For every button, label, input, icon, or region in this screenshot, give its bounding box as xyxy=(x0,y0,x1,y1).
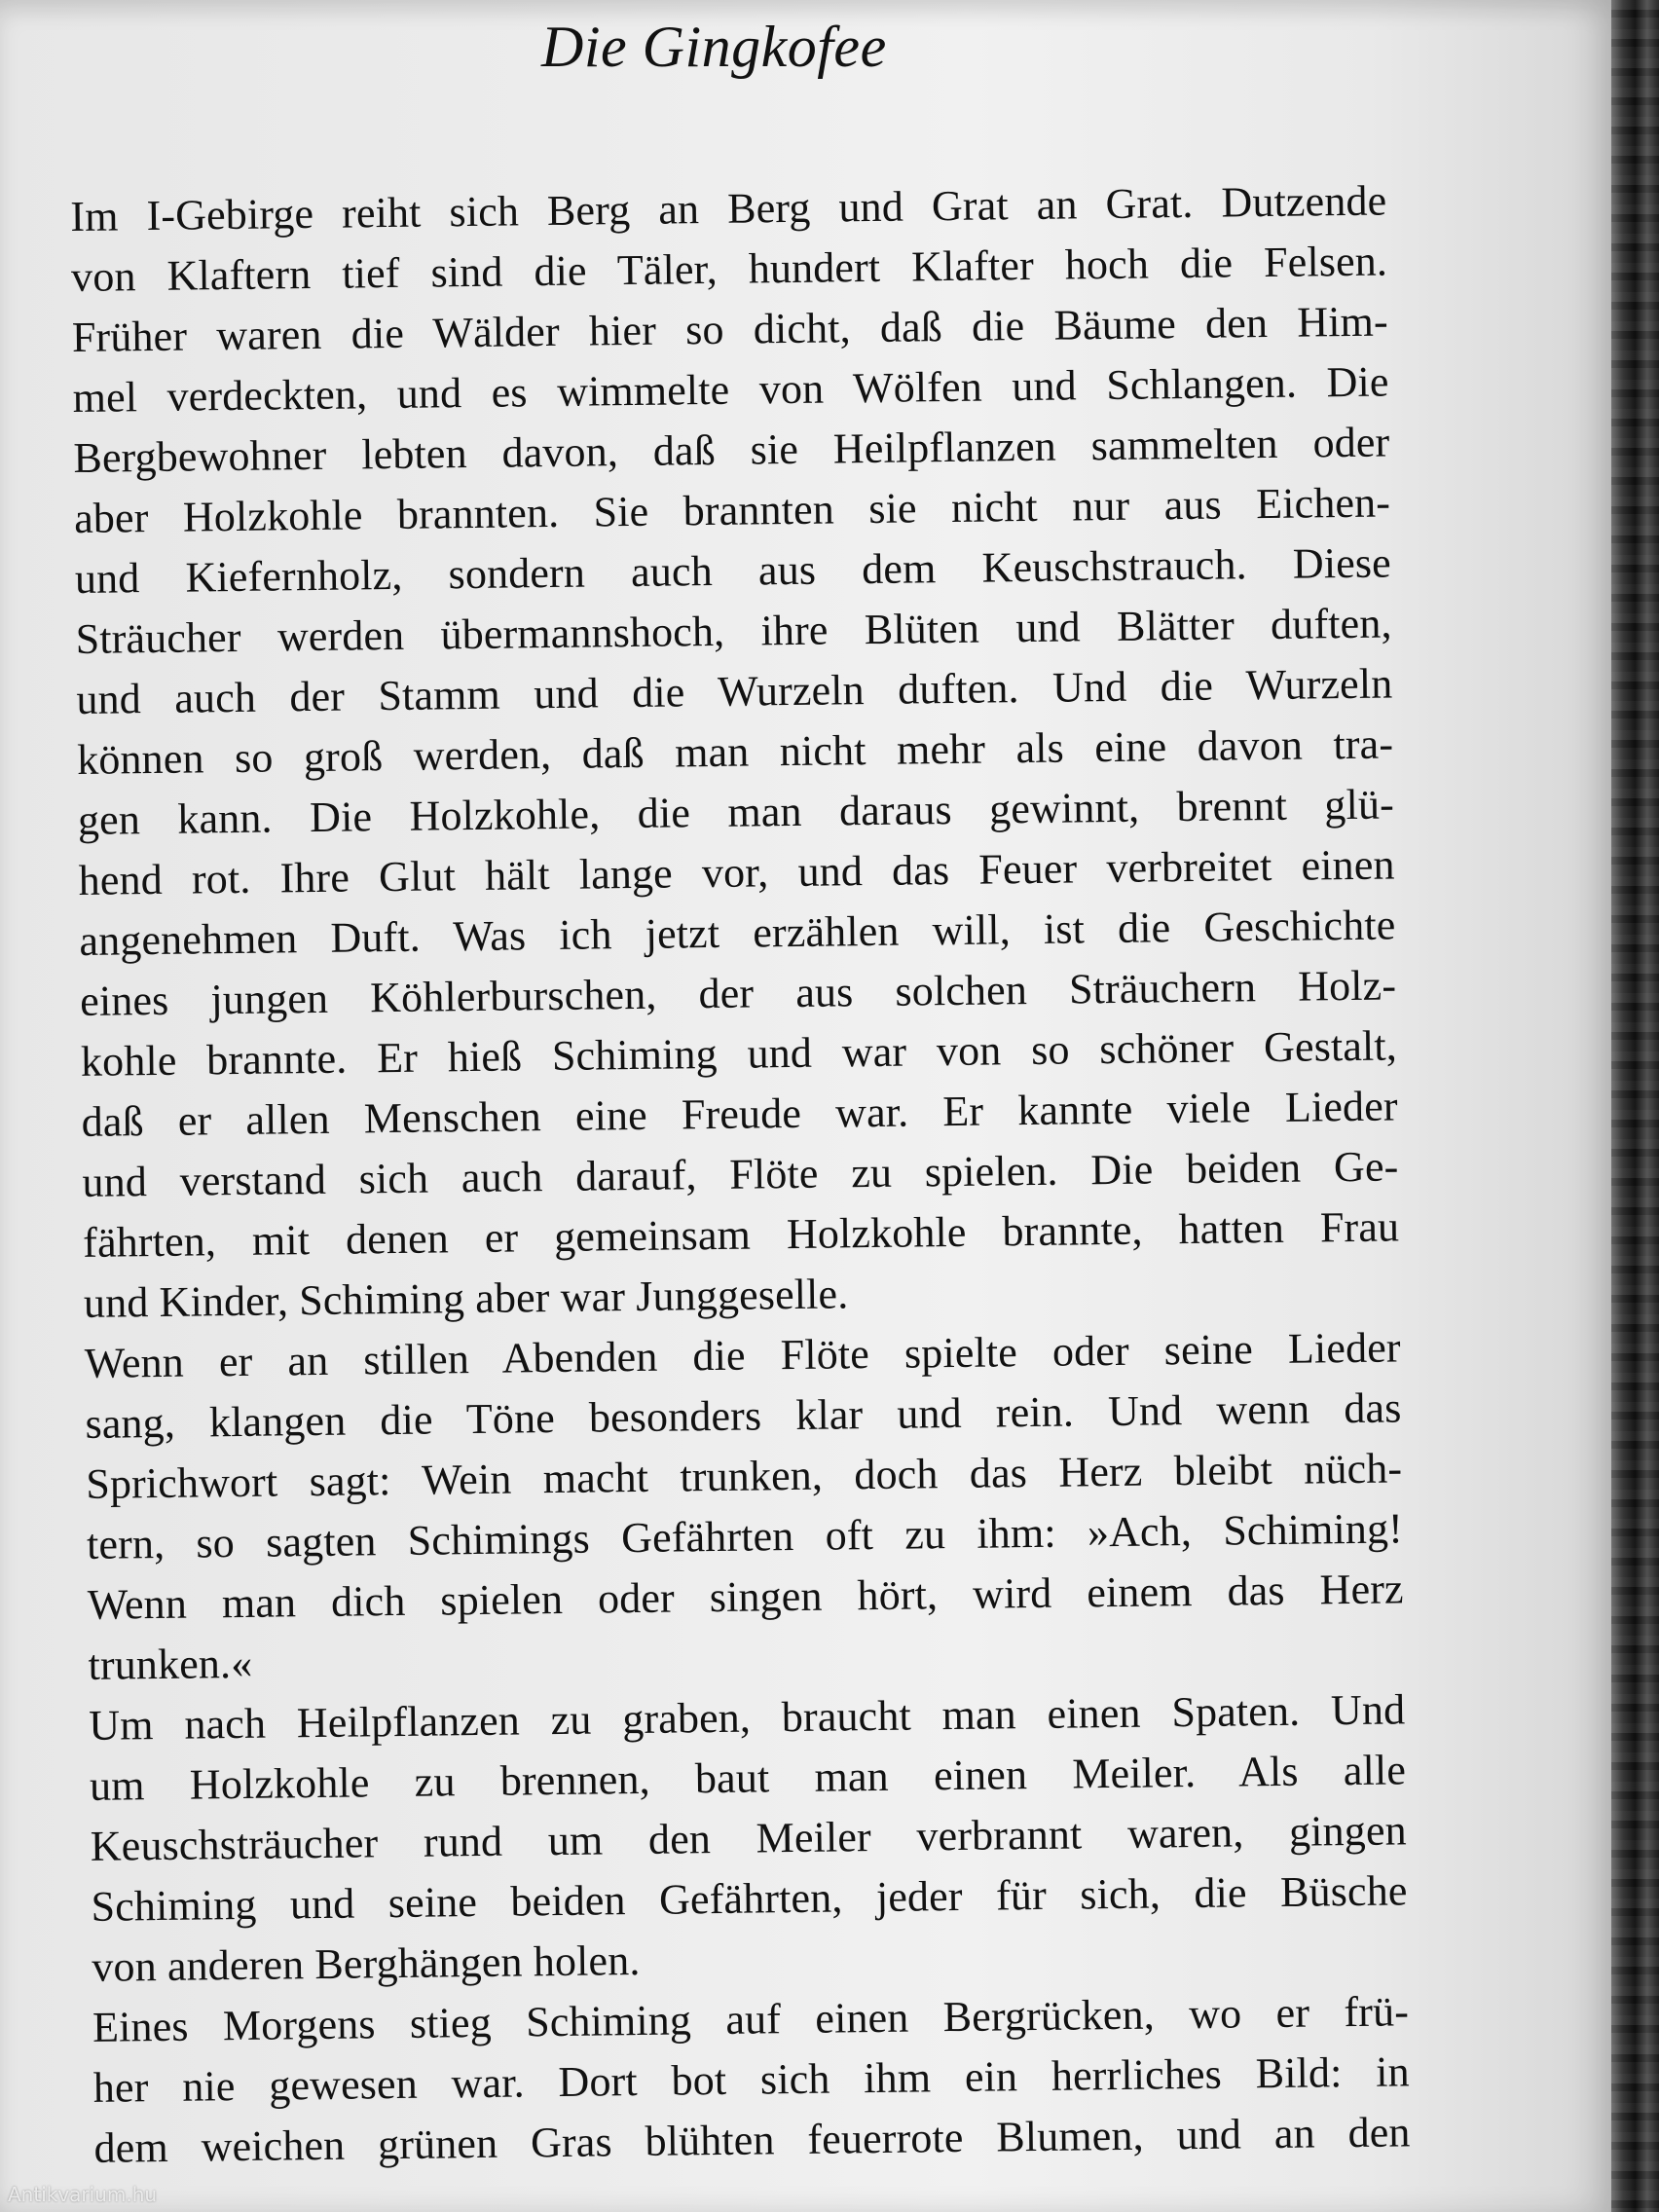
text-line: Um nach Heilpflanzen zu graben, braucht man einen Spaten. Und xyxy=(89,1685,1406,1750)
bleed-through-decoration xyxy=(881,36,1387,41)
page-title: Die Gingkofee xyxy=(541,15,887,79)
text-line: und Kinder, Schiming aber war Junggeselle. xyxy=(83,1270,849,1327)
site-watermark: Antikvarium.hu xyxy=(8,2183,158,2206)
paragraph-4 xyxy=(92,1981,1411,2179)
text-line: Keuschsträucher rund um den Meiler verbrannt waren, gingen xyxy=(90,1806,1408,1870)
text-line: gen kann. Die Holzkohle, die man daraus gewinnt, brennt glü- xyxy=(77,780,1395,844)
text-line: mel verdeckten, und es wimmelte von Wölfen und Schlangen. Die xyxy=(72,357,1389,422)
text-line: Früher waren die Wälder hier so dicht, daß die Bäume den Him- xyxy=(71,297,1389,361)
text-line: um Holzkohle zu brennen, baut man einen Meiler. Als alle xyxy=(89,1746,1407,1810)
text-line: Bergbewohner lebten davon, daß sie Heilpflanzen sammelten oder xyxy=(73,418,1390,482)
text-line: dem weichen grünen Gras blühten feuerrote Blumen, und an den xyxy=(93,2108,1411,2172)
bleed-through-text xyxy=(881,36,1387,41)
book-spine xyxy=(1611,0,1659,2212)
paragraph-2 xyxy=(84,1317,1404,1695)
paragraph-3 xyxy=(89,1679,1409,1997)
text-line: her nie gewesen war. Dort bot sich ihm ein herrliches Bild: in xyxy=(92,2047,1411,2112)
text-line: daß er allen Menschen eine Freude war. Er kannte viele Lieder xyxy=(81,1082,1398,1146)
text-line: angenehmen Duft. Was ich jetzt erzählen will, ist die Geschichte xyxy=(79,901,1396,965)
text-line: und Kiefernholz, sondern auch aus dem Keuschstrauch. Diese xyxy=(74,538,1392,603)
text-line: und verstand sich auch darauf, Flöte zu spielen. Die beiden Ge- xyxy=(82,1142,1399,1206)
text-line: trunken.« xyxy=(88,1639,253,1689)
text-line: Sprichwort sagt: Wein macht trunken, doch das Herz bleibt nüch- xyxy=(85,1444,1403,1508)
text-line: fährten, mit denen er gemeinsam Holzkohle brannte, hatten Frau xyxy=(82,1202,1400,1267)
text-line: Eines Morgens stieg Schiming auf einen Bergrücken, wo er frü- xyxy=(92,1987,1410,2051)
text-line: Im I-Gebirge reiht sich Berg an Berg und Grat an Grat. Dutzende xyxy=(70,176,1387,240)
text-line: Wenn man dich spielen oder singen hört, wird einem das Herz xyxy=(87,1565,1404,1629)
text-line: von anderen Berghängen holen. xyxy=(92,1936,641,1991)
text-line: aber Holzkohle brannten. Sie brannten sie nicht nur aus Eichen- xyxy=(73,478,1391,542)
text-line: Sträucher werden übermannshoch, ihre Blüten und Blätter duften, xyxy=(75,599,1392,663)
text-line: hend rot. Ihre Glut hält lange vor, und das Feuer verbreitet einen xyxy=(78,840,1395,904)
text-line: von Klaftern tief sind die Täler, hundert Klafter hoch die Felsen. xyxy=(70,237,1388,301)
text-line: Wenn er an stillen Abenden die Flöte spielte oder seine Lieder xyxy=(84,1323,1401,1387)
text-line: kohle brannte. Er hieß Schiming und war von so schöner Gestalt, xyxy=(80,1021,1398,1086)
text-line: tern, so sagten Schimings Gefährten oft zu ihm: »Ach, Schiming! xyxy=(86,1504,1404,1568)
story-text xyxy=(70,170,1411,2178)
text-line: und auch der Stamm und die Wurzeln duften. Und die Wurzeln xyxy=(76,659,1393,723)
paragraph-1 xyxy=(70,170,1400,1333)
text-line: eines jungen Köhlerburschen, der aus solchen Sträuchern Holz- xyxy=(79,961,1397,1025)
text-line: Schiming und seine beiden Gefährten, jeder für sich, die Büsche xyxy=(91,1866,1408,1931)
text-line: sang, klangen die Töne besonders klar und rein. Und wenn das xyxy=(85,1383,1402,1448)
text-line: können so groß werden, daß man nicht mehr als eine davon tra- xyxy=(76,719,1394,784)
